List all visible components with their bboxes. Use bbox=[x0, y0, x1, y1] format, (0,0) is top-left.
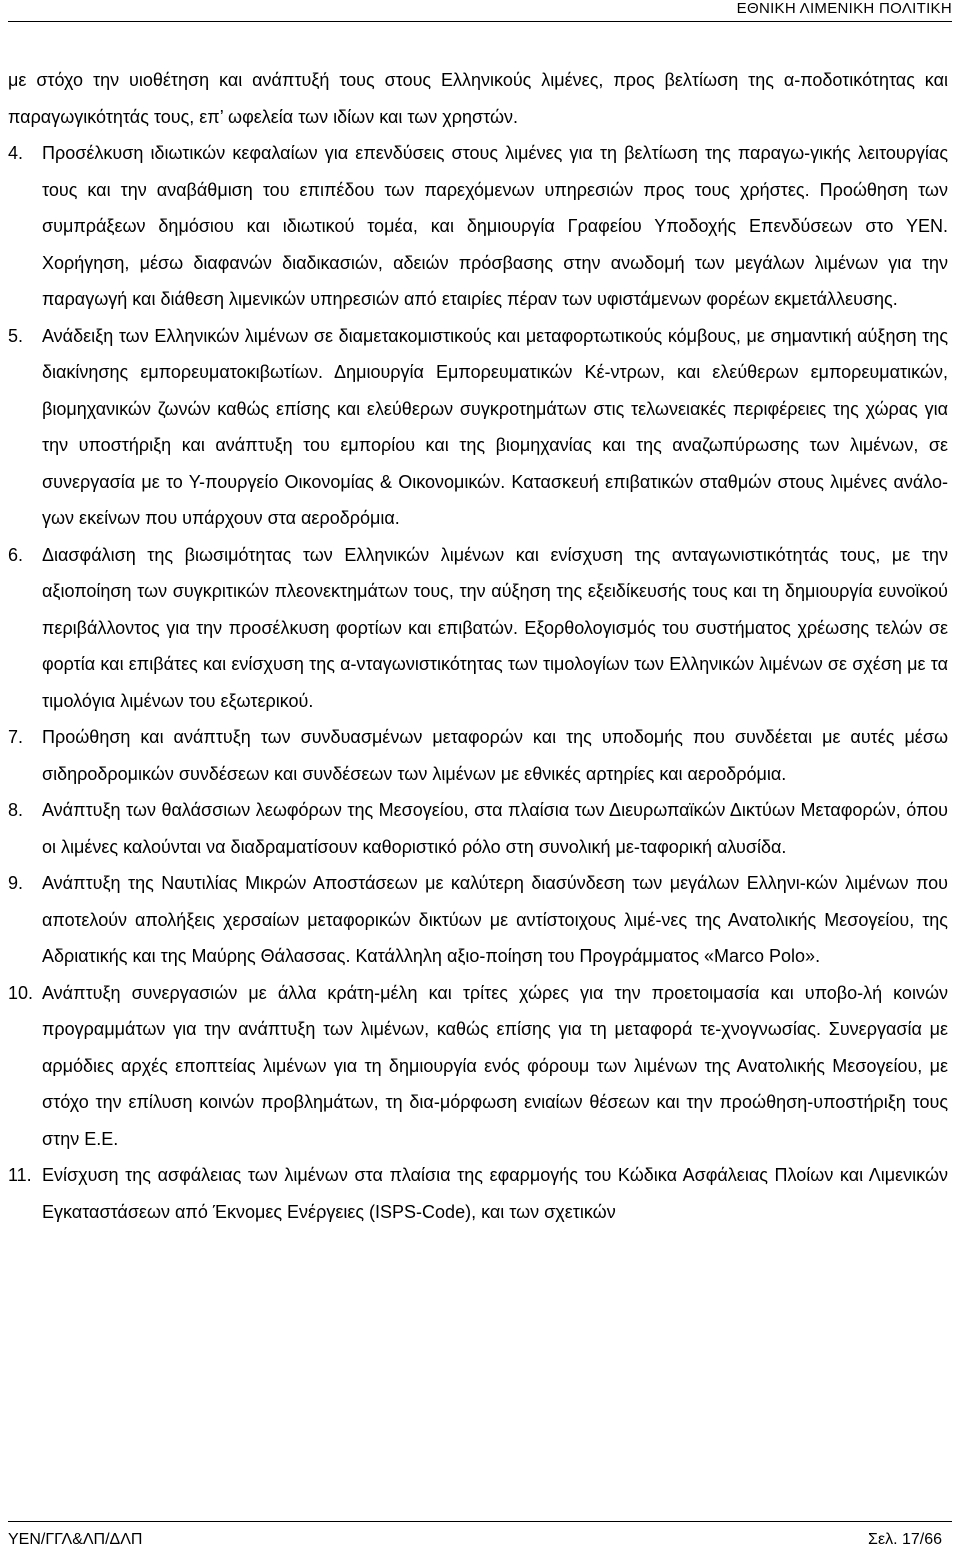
item-text: Διασφάλιση της βιωσιμότητας των Ελληνικών λιμένων και ενίσχυση της ανταγωνιστικότητάς τους, με την αξιοποίηση των συγκριτικών πλεονεκτημάτων τους, την αύξηση της εξειδίκευσής τους και τη δημιουργία ευνοϊκού περιβάλλοντος για την προσέλκυση φορτίων και επιβατών. Εξορθολογισμός του συστήματος χρέωσης τελών σε φορτία και επιβάτες και ενίσχυση της α-νταγωνιστικότητας των τιμολογίων των Ελληνικών λιμένων σε σχέση με τα τιμολόγια λιμένων του εξωτερικού. bbox=[42, 544, 948, 711]
list-item-11 bbox=[8, 1157, 948, 1230]
item-number: 7. bbox=[8, 727, 24, 747]
item-text: Προσέλκυση ιδιωτικών κεφαλαίων για επενδύσεις στους λιμένες για τη βελτίωση της παραγω-γικής λειτουργίας τους και την αναβάθμιση του επιπέδου των παρεχόμενων υπηρεσιών προς τους χρήστες. Προώθηση των συμπράξεων δημόσιου και ιδιωτικού τομέα, και δημιουργία Γραφείου Υποδοχής Επενδύσεων στο ΥΕΝ. Χορήγηση, μέσω διαφανών διαδικασιών, αδειών πρόσβασης στην ανωδομή των μεγάλων λιμένων για την παραγωγή και διάθεση λιμενικών υπηρεσιών από εταιρίες πέραν των υφιστάμενων φορέων εκμετάλλευσης. bbox=[42, 143, 948, 309]
list-item-6 bbox=[8, 537, 948, 720]
list-item-10 bbox=[8, 975, 948, 1158]
footer-department: ΥΕΝ/ΓΓΛ&ΛΠ/ΔΛΠ bbox=[8, 1531, 143, 1548]
page-header-title: ΕΘΝΙΚΗ ΛΙΜΕΝΙΚΗ ΠΟΛΙΤΙΚΗ bbox=[736, 0, 952, 17]
list-item-7 bbox=[8, 719, 948, 792]
item-number: 9. bbox=[8, 873, 24, 893]
item-text: Ανάπτυξη συνεργασιών με άλλα κράτη-μέλη και τρίτες χώρες για την προετοιμασία και υποβο-λή κοινών προγραμμάτων για την ανάπτυξη των λιμένων, καθώς επίσης για τη μεταφορά τε-χνογνωσίας. Συνεργασία με αρμόδιες αρχές εποπτείας λιμένων για τη δημιουργία ενός φόρουμ των λιμένων της Ανατολικής Μεσογείου, με στόχο την επίλυση κοινών προβλημάτων, τη δια-μόρφωση ενιαίων θέσεων και την προώθηση-υποστήριξη τους στην Ε.Ε. bbox=[42, 982, 948, 1149]
intro-paragraph: με στόχο την υιοθέτηση και ανάπτυξή τους στους Ελληνικούς λιμένες, προς βελτίωση της α-ποδοτικότητας και παραγωγικότητάς τους, επ’ ωφελεία των ιδίων και των χρηστών. bbox=[8, 70, 948, 127]
item-text: Ανάδειξη των Ελληνικών λιμένων σε διαμετακομιστικούς και μεταφορτωτικούς κόμβους, με σημαντική αύξηση της διακίνησης εμπορευματοκιβωτίων. Δημιουργία Εμπορευματικών Κέ-ντρων, και ελεύθερων εμπορευματικών, βιομηχανικών ζωνών καθώς επίσης και ελεύθερων συγκροτημάτων στις τελωνειακές περιφέρειες της χώρας για την υποστήριξη και ανάπτυξη του εμπορίου και της βιομηχανίας και της αναζωπύρωσης των λιμένων, σε συνεργασία με το Υ-πουργείο Οικονομίας & Οικονομικών. Κατασκευή επιβατικών σταθμών στους λιμένες ανάλο-γων εκείνων που υπάρχουν στα αεροδρόμια. bbox=[42, 325, 948, 528]
item-text: Ανάπτυξη των θαλάσσιων λεωφόρων της Μεσογείου, στα πλαίσια των Διευρωπαϊκών Δικτύων Μεταφορών, όπου οι λιμένες καλούνται να διαδραματίσουν καθοριστικό ρόλο στη συνολική με-ταφορική αλυσίδα. bbox=[42, 800, 948, 857]
item-text: Προώθηση και ανάπτυξη των συνδυασμένων μεταφορών και της υποδομής που συνδέεται με αυτές μέσω σιδηροδρομικών συνδέσεων και συνδέσεων των λιμένων με εθνικές αρτηρίες και αεροδρόμια. bbox=[42, 727, 948, 784]
item-number: 4. bbox=[8, 143, 24, 163]
list-item-8 bbox=[8, 792, 948, 865]
item-number: 10. bbox=[8, 982, 34, 1003]
header-divider bbox=[8, 21, 952, 22]
item-number: 11. bbox=[8, 1165, 32, 1185]
item-text: Ανάπτυξη της Ναυτιλίας Μικρών Αποστάσεων με καλύτερη διασύνδεση των μεγάλων Ελληνι-κών λιμένων που αποτελούν απολήξεις χερσαίων μεταφορικών δικτύων με αντίστοιχους λιμέ-νες της Ανατολικής Μεσογείου, της Αδριατικής και της Μαύρης Θάλασσας. Κατάλληλη αξιο-ποίηση του Προγράμματος «Marco Polo». bbox=[42, 873, 948, 966]
item-number: 8. bbox=[8, 800, 24, 820]
list-item-5 bbox=[8, 318, 948, 537]
item-text: Ενίσχυση της ασφάλειας των λιμένων στα πλαίσια της εφαρμογής του Κώδικα Ασφάλειας Πλοίων και Λιμενικών Εγκαταστάσεων από Έκνομες Ενέργειες (ISPS-Code), και των σχετικών bbox=[42, 1165, 948, 1222]
page-number: Σελ. 17/66 bbox=[868, 1531, 942, 1548]
list-item-4 bbox=[8, 135, 948, 318]
body-text bbox=[8, 62, 948, 1230]
item-number: 6. bbox=[8, 544, 24, 565]
footer-divider bbox=[8, 1521, 952, 1522]
item-number: 5. bbox=[8, 325, 24, 346]
list-item-9 bbox=[8, 865, 948, 975]
